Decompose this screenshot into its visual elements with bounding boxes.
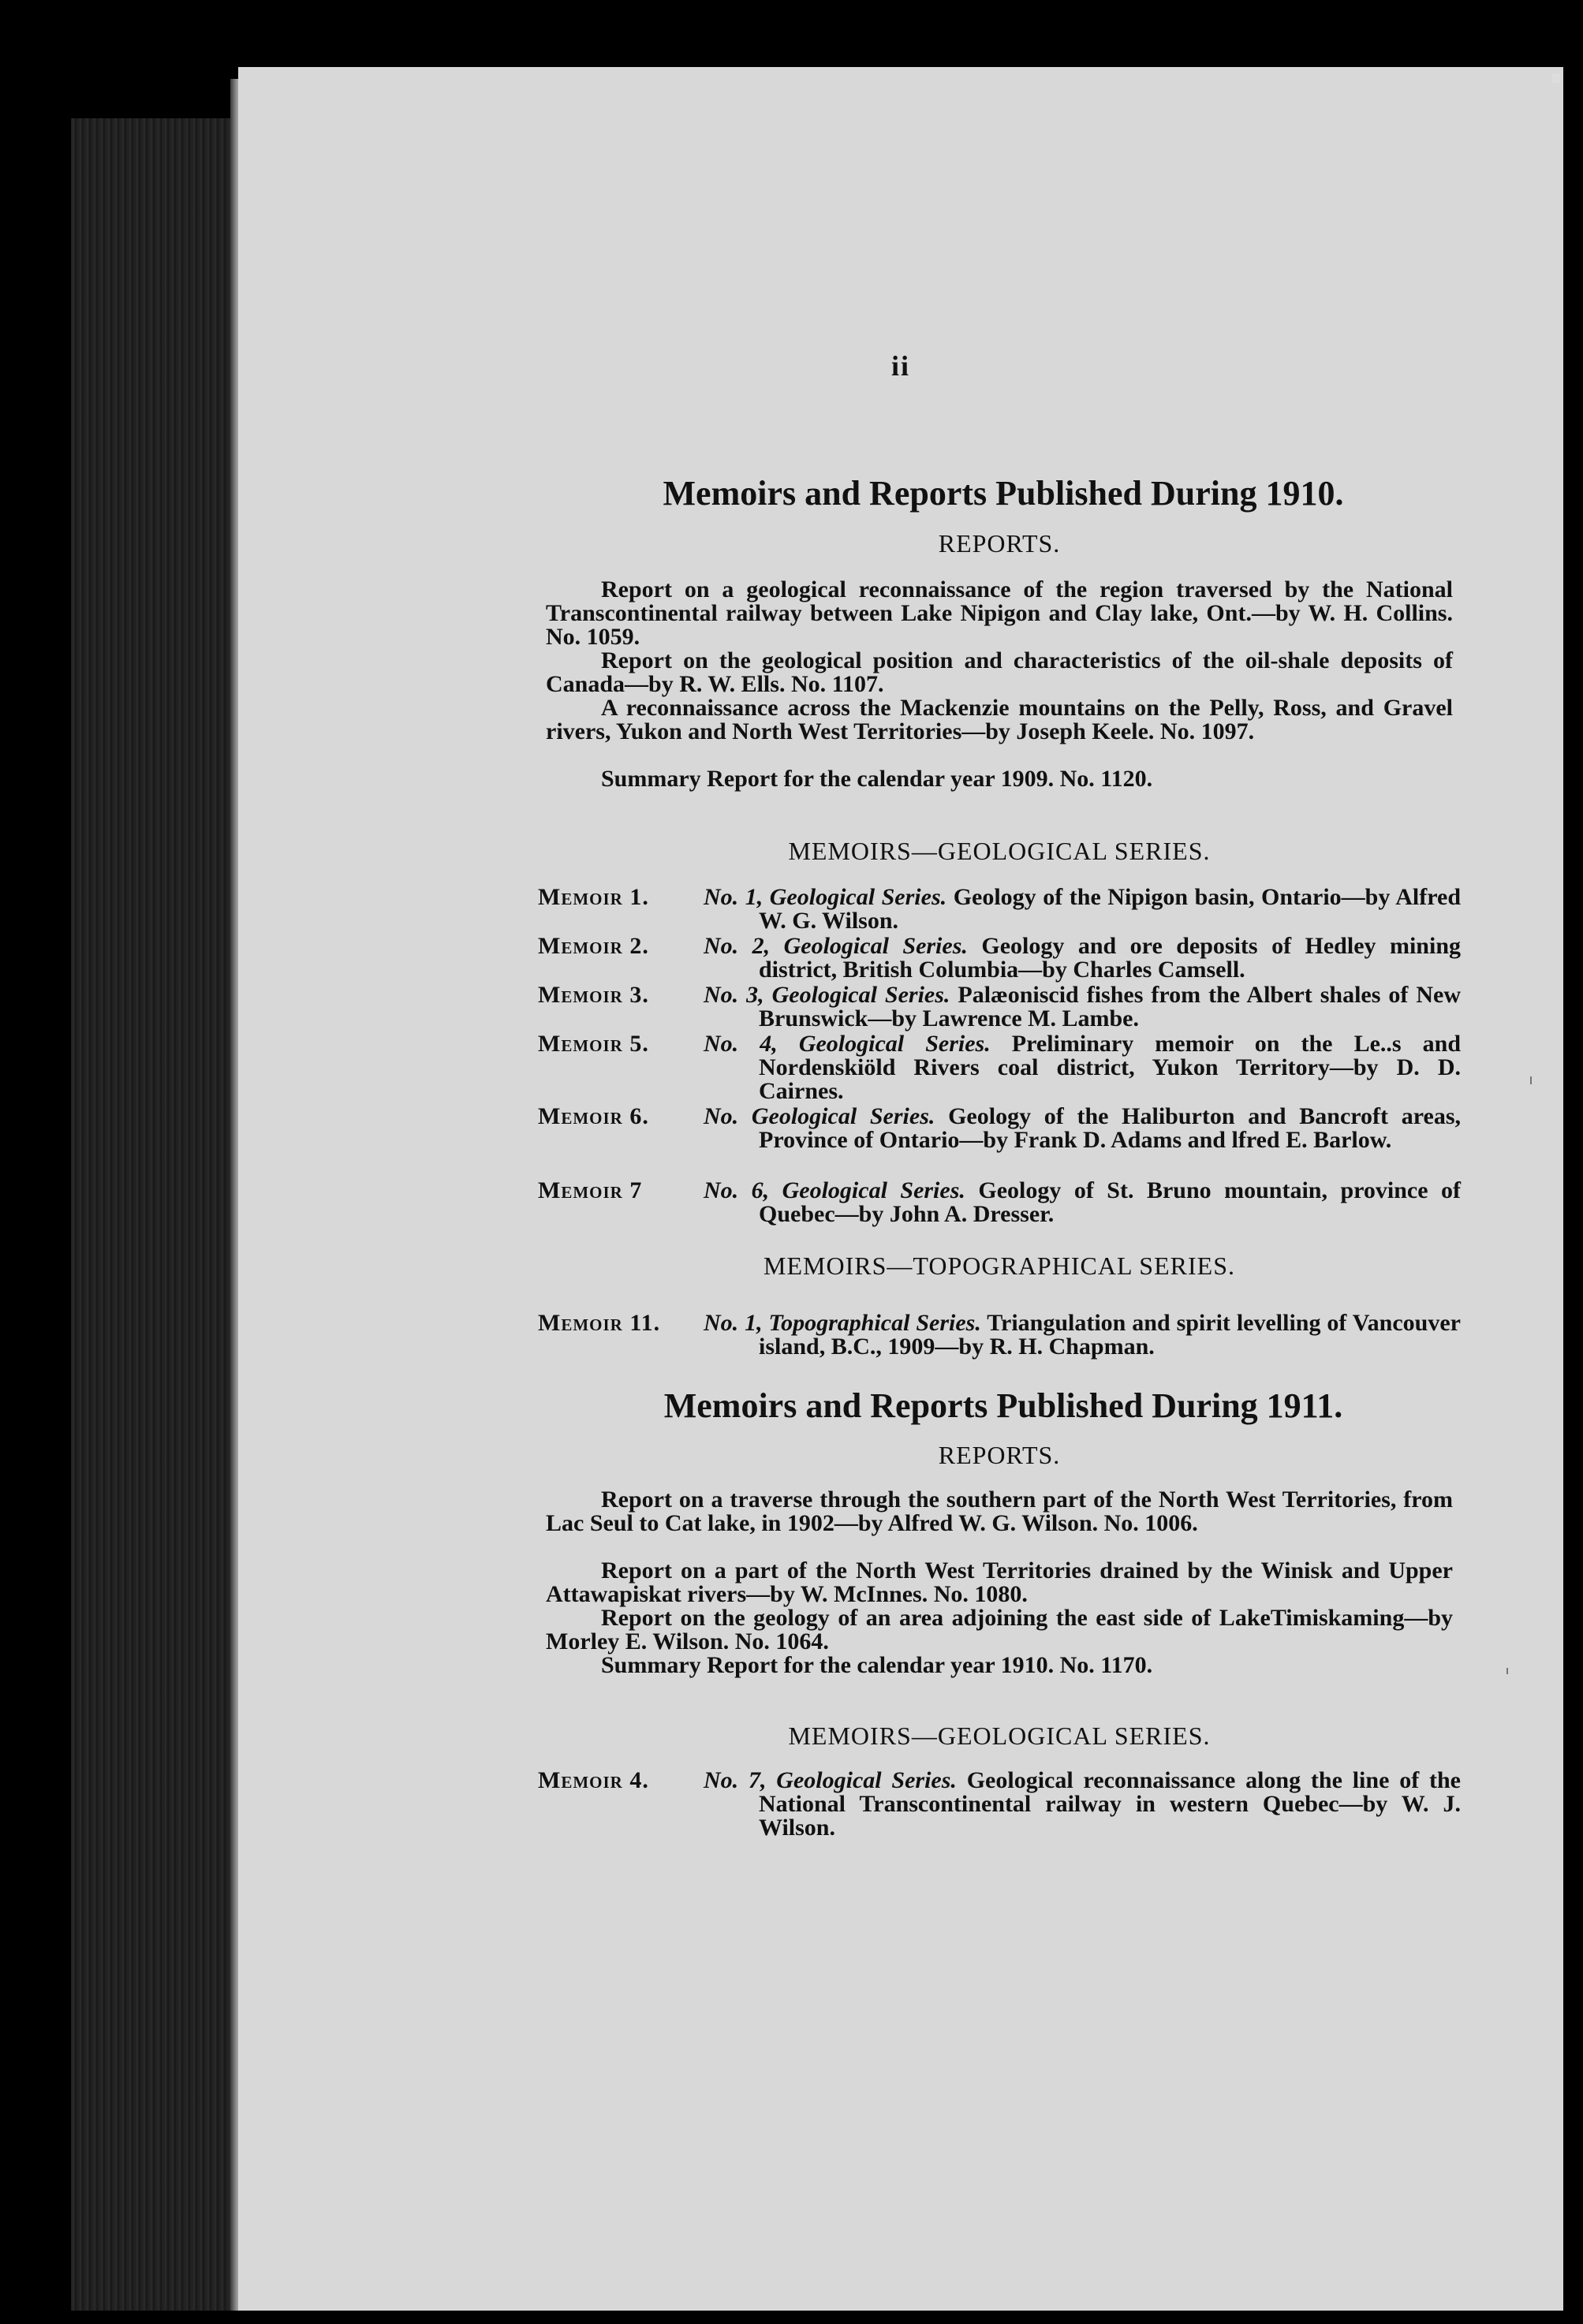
report-entry: Report on a traverse through the southern part of the North West Territories, from Lac Seul to Cat lake, in 1902—by Alfred W. G. Wilson. No. 1006. [546, 1487, 1453, 1536]
memoir-body [704, 1311, 1461, 1359]
geological-series-heading-1910: MEMOIRS—GEOLOGICAL SERIES. [788, 837, 1211, 865]
memoir-series: No. 1, Geological Series. [704, 884, 947, 910]
memoir-label: Memoir 1. [538, 884, 649, 910]
report-entry: Report on a geological reconnaissance of the region traversed by the National Transcontinental railway between Lake Nipigon and Clay lake, Ont.—by W. H. Collins. No. 1059. [546, 576, 1453, 650]
book-binding [71, 118, 237, 2311]
memoir-body [704, 886, 1461, 933]
page-number: ii [890, 350, 910, 382]
memoir-entry [538, 934, 1461, 982]
report-entry: Report on the geological position and characteristics of the oil-shale deposits of Canada—by R. W. Ells. No. 1107. [546, 647, 1453, 697]
memoir-entry [538, 886, 1461, 933]
memoir-body [704, 983, 1461, 1031]
page-corner-mark [1552, 73, 1560, 83]
topographical-series-heading-1910: MEMOIRS—TOPOGRAPHICAL SERIES. [763, 1252, 1235, 1280]
memoir-entry [538, 1032, 1461, 1103]
memoir-entry [538, 1179, 1461, 1226]
memoir-series: No. 1, Topographical Series. [704, 1310, 981, 1336]
reports-heading-1911: REPORTS. [938, 1441, 1061, 1469]
memoir-text: Geology of the Nipigon basin, Ontario—by Alfred W. G. Wilson. [759, 884, 1461, 934]
memoir-body [704, 1769, 1461, 1840]
scan-dust-mark [1506, 1668, 1508, 1674]
memoir-series: No. 2, Geological Series. [704, 933, 968, 959]
memoir-entry [538, 1769, 1461, 1840]
memoir-series: No. 4, Geological Series. [704, 1031, 991, 1057]
memoir-entry [538, 1105, 1461, 1152]
memoir-series: No. 7, Geological Series. [704, 1767, 957, 1793]
geological-series-heading-1911: MEMOIRS—GEOLOGICAL SERIES. [788, 1722, 1211, 1750]
memoir-text: Palæoniscid fishes from the Albert shales of New Brunswick—by Lawrence M. Lambe. [759, 982, 1461, 1031]
memoir-label: Memoir 3. [538, 982, 649, 1008]
memoir-body [704, 1179, 1461, 1226]
report-entry: A reconnaissance across the Mackenzie mountains on the Pelly, Ross, and Gravel rivers, Yukon and North West Territories—by Joseph Keele. No. 1097. [546, 695, 1453, 744]
memoir-text: Geology of the Haliburton and Bancroft areas, Province of Ontario—by Frank D. Adams and lfred E. Barlow. [759, 1103, 1462, 1153]
report-entry: Report on the geology of an area adjoining the east side of LakeTimiskaming—by Morley E. Wilson. No. 1064. [546, 1605, 1453, 1654]
memoir-text: Geology and ore deposits of Hedley mining district, British Columbia—by Charles Camsell. [759, 933, 1462, 983]
memoir-text: Geology of St. Bruno mountain, province of Quebec—by John A. Dresser. [759, 1177, 1462, 1227]
report-entry: Summary Report for the calendar year 1909. No. 1120. [601, 766, 1153, 792]
memoir-entry [538, 1311, 1461, 1359]
memoir-text: Preliminary memoir on the Le..s and Nordenskiöld Rivers coal district, Yukon Territory—by D. D. Cairnes. [759, 1031, 1462, 1104]
report-entry: Report on a part of the North West Territories drained by the Winisk and Upper Attawapiskat rivers—by W. McInnes. No. 1080. [546, 1557, 1453, 1607]
memoir-label: Memoir 5. [538, 1031, 649, 1057]
memoir-label: Memoir 11. [538, 1310, 661, 1336]
scan-dust-mark [1530, 1076, 1532, 1084]
memoir-body [704, 934, 1461, 982]
memoir-body [704, 1105, 1461, 1152]
memoir-series: No. Geological Series. [704, 1103, 935, 1129]
memoir-series: No. 6, Geological Series. [704, 1177, 965, 1203]
report-entry: Summary Report for the calendar year 1910. No. 1170. [601, 1652, 1153, 1678]
memoir-text: Geological reconnaissance along the line of the National Transcontinental railway in western Quebec—by W. J. Wilson. [759, 1767, 1461, 1841]
reports-heading-1910: REPORTS. [938, 529, 1061, 558]
section-title-1910: Memoirs and Reports Published During 1910. [663, 474, 1344, 513]
memoir-label: Memoir 4. [538, 1767, 649, 1793]
memoir-label: Memoir 2. [538, 933, 649, 959]
memoir-label: Memoir 7 [538, 1177, 643, 1203]
document-page [238, 67, 1563, 2311]
section-title-1911: Memoirs and Reports Published During 1911. [663, 1386, 1343, 1425]
memoir-label: Memoir 6. [538, 1103, 649, 1129]
memoir-entry [538, 983, 1461, 1031]
memoir-series: No. 3, Geological Series. [704, 982, 950, 1008]
memoir-body [704, 1032, 1461, 1103]
memoir-text: Triangulation and spirit levelling of Vancouver island, B.C., 1909—by R. H. Chapman. [759, 1310, 1461, 1360]
